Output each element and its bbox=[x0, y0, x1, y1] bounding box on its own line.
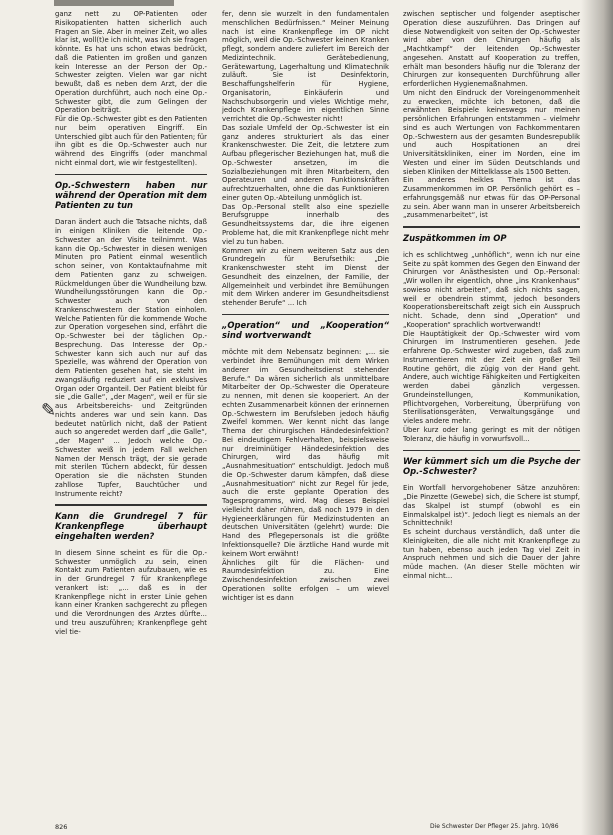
running-header-bar bbox=[54, 0, 174, 6]
paragraph: Die Hauptätigkeit der Op.-Schwester wird vom Chirurgen im Instrumentieren gesehen. Jede erfahrene Op.-Schwester wird zugeben, daß zum Instrumentieren mit der Zeit ein großer Teil Routine gehört, die zügig von der Hand geht. Andere, auch wichtige Fähigkeiten und Fertigkeiten werden dabei gänzlich vergessen. Grundeinstellungen, Kommunikation, Pflichtvorgehen, Vorbereitung, Überprüfung von Sterilisationsgeräten, Verwaltungsgänge und vieles andere mehr. bbox=[403, 329, 580, 426]
paragraph: Um nicht den Eindruck der Voreingenommenheit zu erwecken, möchte ich betonen, daß die erwähnten Beispiele keineswegs nur meinen persönlichen Erfahrungen entstammen – vielmehr sind es auch Wertungen von Fachkommentaren Op.-Schwestern aus der gesamten Bundesrepublik und auch Hospitationen an drei Universitätskliniken, einer im Norden, eine im Westen und einer im Süden Deutschlands und sieben Kliniken der Mittelklasse als 1500 Betten. bbox=[403, 88, 580, 176]
paragraph: ganz nett zu OP-Patienten oder Risikopatienten hatten sicherlich auch Fragen an Sie. Aber in meiner Zeit, wo alles klar ist, woll(t)e ich nicht, was ich sie fragen könnte. Es hat uns schon etwas bedrückt, daß die Patienten im großen und ganzen kein Interesse an der Person der Op.-Schwester zeigten. Vielen war gar nicht bewußt, daß es neben dem Arzt, der die Operation durchführt, auch noch eine Op.-Schwester gibt, die zum Gelingen der Operation beiträgt. bbox=[55, 10, 208, 115]
section-heading: „Operation“ und „Kooperation“ sind wortverwandt bbox=[222, 320, 389, 341]
journal-footer: Die Schwester Der Pfleger 25. Jahrg. 10/86 bbox=[430, 823, 559, 830]
page-number: 826 bbox=[55, 823, 68, 831]
paragraph: Ähnliches gilt für die Flächen- und Raumdesinfektion zu. Eine Zwischendesinfektion zwischen zwei Operationen sollte erfolgen – um wievel wichtiger ist es dann bbox=[222, 558, 389, 602]
paragraph: Daran ändert auch die Tatsache nichts, daß in einigen Kliniken die leitende Op.-Schwester an der Visite teilnimmt. Was kann die Op.-Schwester in diesen wenigen Minuten pro Patient einmal wesentlich schon seiner, von Kontaktaufnahme mit dem Patienten ganz zu schweigen. Rückmeldungen über die Wundheilung bzw. Wundheilungsstörungen kann die Op.-Schwester auch von den Krankenschwestern der Station einholen. Welche Patienten für die kommende Woche zur Operation vorgesehen sind, erfährt die Op.-Schwester bei der täglichen Op.-Besprechung. Das Interesse der Op.-Schwester kann sich auch nur auf das Spezielle, was während der Operation von dem Patienten gesehen hat, sie steht im zwangsläufig reduziert auf ein exklusives Organ oder Organteil. Der Patient bleibt für sie „die Galle“, „der Magen“, weil er für sie aus Arbeitsbereichs- und Zeitgründen nichts anderes war und sein kann. Das bedeutet natürlich nicht, daß der Patient auch so angeredet werden darf „die Galle“, „der Magen“ ... Jedoch welche Op.-Schwester weiß in jedem Fall welchen Namen der Mensch trägt, der sie gerade mit sterilen Tüchern abdeckt, für dessen Operation sie die nächsten Stunden zahllose Tupfer, Bauchtücher und Instrumente reicht? bbox=[55, 218, 207, 498]
binding-shadow bbox=[581, 0, 613, 835]
paragraph: Kommen wir zu einem weiteren Satz aus den Grundregeln für Berufsethik: „Die Krankenschwester steht im Dienst der Gesundheit des einzelnen, der Familie, der Allgemeinheit und verbindet ihre Bemühungen mit dem Wirken anderer im Gesundheitsdienst stehender Berufe“ ... Ich bbox=[222, 246, 389, 308]
section-heading: Zuspätkommen im OP bbox=[403, 232, 507, 243]
paragraph: Über kurz oder lang geringt es mit der nötigen Toleranz, die häufig in vorwurfsvoll... bbox=[403, 426, 580, 443]
paragraph: Es scheint durchaus verständlich, daß unter die Kleinigkeiten, die alle nicht mit Krankenpflege zu tun haben, ebenso auch jeden Tag viel Zeit in Anspruch nehmen und sich die Dauer der Jahre müde machen. (An dieser Stelle möchten wir einmal nicht... bbox=[403, 528, 580, 580]
paragraph: Ein Wortfall hervorgehobener Sätze anzuhören: „Die Pinzette (Gewebe) sich, die Schere ist stumpf, das Skalpel ist stumpf (obwohl es ein Einmalskalpel ist)“. Jedoch liegt es niemals an der Schnittechnik! bbox=[403, 484, 580, 528]
paragraph: Ein anderes heikles Thema ist das Zusammenkommen im OP. Persönlich gehört es – erfahrungsgemäß nur etwas für das OP-Personal zu sein. Aber wann man in unserer Arbeitsbereich „zusammenarbeitet“, ist bbox=[403, 176, 580, 220]
column-3 bbox=[403, 10, 580, 581]
column-2 bbox=[222, 10, 389, 602]
section-heading: Wer kümmert sich um die Psyche der Op.-Schwester? bbox=[403, 456, 580, 477]
paragraph: In diesem Sinne scheint es für die Op.-Schwester unmöglich zu sein, einen Kontakt zum Patienten aufzubauen, wie es in der Grundregel 7 für Krankenpflege verankert ist: „... daß es in der Krankenpflege nicht in erster Linie gehen kann einer Kranken sachgerecht zu pflegen und die Verordnungen des Arztes dürfte... und treu auszuführen; Krankenpflege geht viel tie- bbox=[55, 548, 207, 636]
section-heading: Kann die Grundregel 7 für Krankenpflege überhaupt eingehalten werden? bbox=[55, 510, 207, 541]
paragraph: fer, denn sie wurzelt in den fundamentalen menschlichen Bedürfnissen.“ Meiner Meinung nach ist eine Krankenpflege im OP nicht möglich, weil die Op.-Schwester keinen Kranken pflegt, sondern andere zuliefert im Bereich der Medizintechnik. Gerätebedienung, Gerätewartung, Lagerhaltung und Klimatechnik zuläuft. Sie ist Desinfektorin, Beschaffungshelferin für Hygiene, Organisatorin, Einkäuferin und Nachschubsorgerin und vieles Wichtige mehr, jedoch Krankenpflege im eigentlichen Sinne verrichtet die Op.-Schwester nicht! bbox=[222, 10, 389, 123]
section-heading: Op.-Schwestern haben nur während der Operation mit dem Patienten zu tun bbox=[55, 180, 207, 211]
paragraph: möchte mit dem Nebensatz beginnen: „... sie verbindet ihre Bemühungen mit dem Wirken anderer im Gesundheitsdienst stehender Berufe.“ Da wären sicherlich als unmittelbare Mitarbeiter der Op.-Schwester die Operateure zu nennen, mit denen sie kooperiert. An der echten Zusammenarbeit können der erinnernen Op.-Schwestern im Berufsleben jedoch häufig Zweifel kommen. Wer kennt nicht das lange Thema der chirurgischen Händedesinfektion? Bei eindeutigem Fehlverhalten, beispielsweise nur dreiminütiger Händedesinfektion des Chirurgen, wird das häufig mit „Ausnahmesituation“ entschuldigt. Jedoch muß die Op.-Schwester darum kämpfen, daß diese „Ausnahmesituation“ nicht zur Regel für jede, auch die erste geplante Operation des Tagesprogramms, wird. Mag dieses Beispiel vielleicht daher rühren, daß noch 1979 in den Hygieneerklärungen für Medizinstudenten an deutschen Universitäten (gelehrt) wurde: Die Hand des Pflegepersonals ist die größte Infektionsquelle? Die ärztliche Hand wurde mit keinem Wort erwähnt! bbox=[222, 348, 389, 558]
paragraph: ich es schlichtweg „unhöflich“, wenn ich nur eine Seite zu spät kommen des Gegen den Einwand der Chirurgen vor Anästhesisten und Op.-Personal: „Wir wollen ihr eigentlich, ohne „ins Krankenhaus“ sowieso nicht arbeiten“, daß sich nichts sagen, weil er obendrein stimmt, jedoch besonders Kooperationsbereitschaft zeigt sich ein Ausspruch nicht. Schade, denn sind „Operation“ und „Kooperation“ sprachlich wortverwandt! bbox=[403, 250, 580, 329]
paragraph: Das Op.-Personal stellt also eine spezielle Berufsgruppe innerhalb des Gesundheitssystems dar, die ihre eigenen Probleme hat, die mit Krankenpflege nicht mehr viel zu tun haben. bbox=[222, 202, 389, 246]
paragraph: Das soziale Umfeld der Op.-Schwester ist ein ganz anderes strukturiert als das einer Krankenschwester. Die Zeit, die letztere zum Aufbau pflegerischer Beziehungen hat, muß die Op.-Schwester ansetzen, im die Sozialbeziehungen mit ihren Mitarbeitern, den Operateuren und anderen Funktionskräften aufrechtzuerhalten, ohne die das Funktionieren einer guten Op.-Abteilung unmöglich ist. bbox=[222, 123, 389, 202]
margin-mark-icon: ✎ bbox=[41, 400, 57, 421]
column-1 bbox=[55, 10, 207, 637]
paragraph: Für die Op.-Schwester gibt es den Patienten nur beim operativen Eingriff. Ein Unterschied gibt auch für den Patienten; für ihn gibt es die Op.-Schwester auch nur während des Eingriffs (oder manchmal nicht einmal dort, wie wir festgestellten). bbox=[55, 115, 207, 167]
paragraph: zwischen septischer und folgender aseptischer Operation diese auszuführen. Das Dringen auf diese Notwendigkeit von seiten der Op.-Schwester wird aber von den Chirurgen häufig als „Machtkampf“ der leitenden Op.-Schwester angesehen. Anstatt auf Kooperation zu treffen, erhält man besonders häufig nur die Toleranz der Chirurgen zur konsequenten Durchführung aller erforderlichen Hygienemaßnahmen. bbox=[403, 10, 580, 88]
